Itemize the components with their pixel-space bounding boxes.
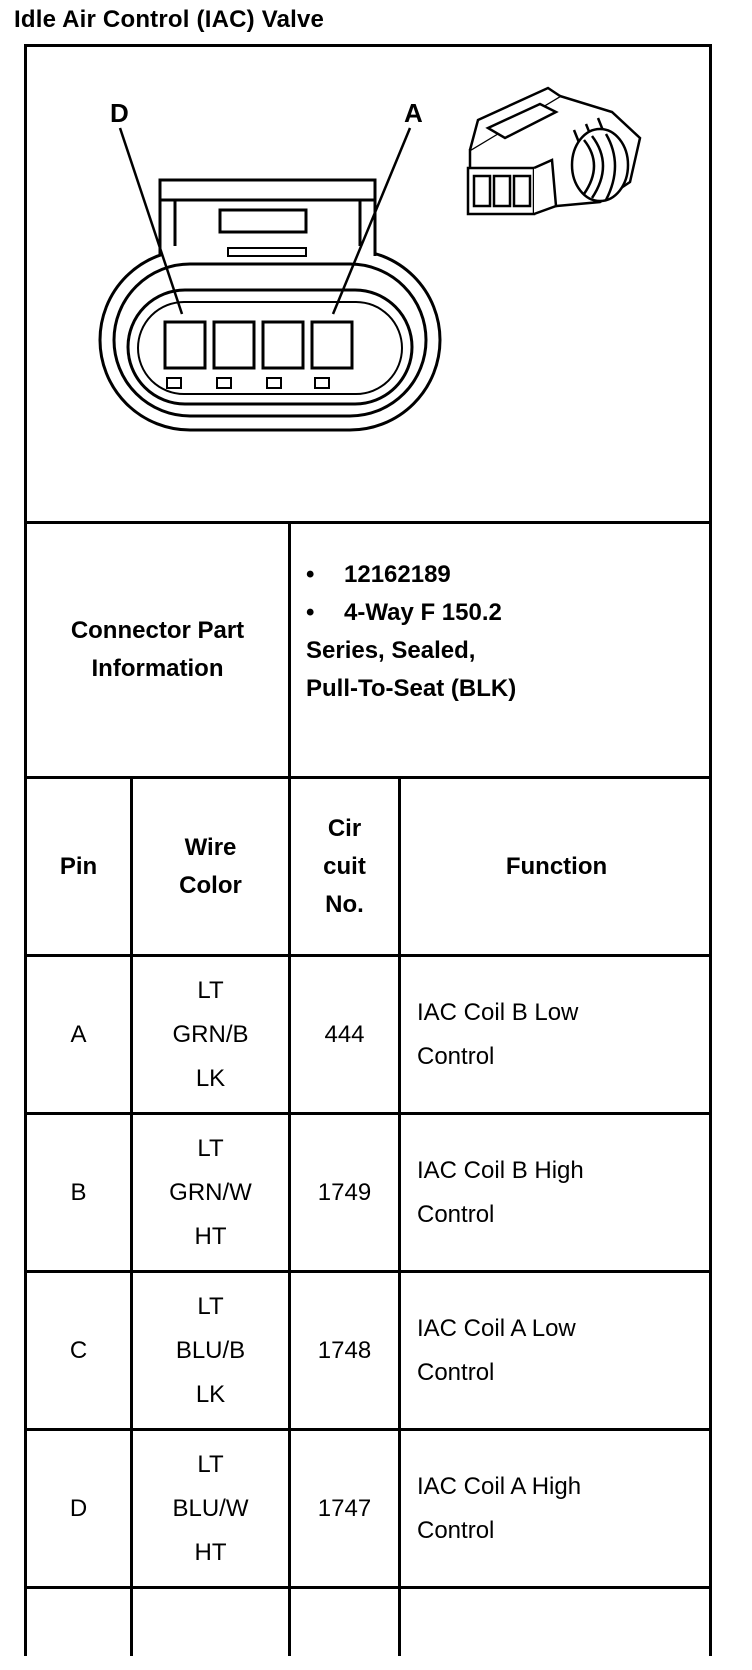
page-title: Idle Air Control (IAC) Valve — [14, 6, 325, 33]
table-row-a-pin: A — [70, 1020, 87, 1048]
part-number: 12162189 — [344, 561, 451, 588]
header-circuit-no: Cir cuit No. — [323, 814, 366, 918]
table-row-a-circuit: 444 — [324, 1020, 365, 1048]
pin-label-d: D — [110, 98, 129, 128]
table-row-c-function: IAC Coil A Low Control — [417, 1314, 576, 1386]
table-row-d-circuit: 1747 — [317, 1494, 372, 1522]
connector-info-label: Connector Part Information — [70, 617, 245, 682]
header-wire-color: Wire Color — [179, 833, 242, 899]
table-row-b-wire-color: LT GRN/W HT — [169, 1134, 252, 1250]
latch-window — [220, 210, 306, 232]
terminal-cavity-d — [165, 322, 205, 368]
connector-description-cont: Series, Sealed, Pull-To-Seat (BLK) — [306, 637, 517, 702]
connector-diagram — [27, 47, 709, 527]
connector-description: 4-Way F 150.2 — [344, 599, 502, 626]
table-row-c-wire-color: LT BLU/B LK — [175, 1292, 246, 1408]
terminal-cavity-b — [263, 322, 303, 368]
table-row-d-wire-color: LT BLU/W HT — [172, 1450, 249, 1566]
table-row-a-wire-color: LT GRN/B LK — [172, 976, 249, 1092]
table-row-a-function: IAC Coil B Low Control — [417, 998, 579, 1070]
table-row-d-function: IAC Coil A High Control — [417, 1472, 582, 1544]
terminal-cavity-c — [214, 322, 254, 368]
table-row-d-pin: D — [69, 1494, 88, 1522]
table-row-b-function: IAC Coil B High Control — [417, 1156, 584, 1228]
header-function: Function — [505, 852, 608, 880]
table-row-c-circuit: 1748 — [317, 1336, 372, 1364]
pin-label-a: A — [404, 98, 423, 128]
table-row-b-pin: B — [70, 1178, 87, 1206]
header-pin: Pin — [59, 852, 98, 880]
table-row-b-circuit: 1749 — [317, 1178, 372, 1206]
terminal-cavity-a — [312, 322, 352, 368]
table-row-c-pin: C — [69, 1336, 88, 1364]
connector-perspective-sketch — [468, 88, 640, 214]
connector-info-details: • 12162189 • 4-Way F 150.2 Series, Sealed, Pull-To-Seat (BLK) — [306, 556, 516, 708]
